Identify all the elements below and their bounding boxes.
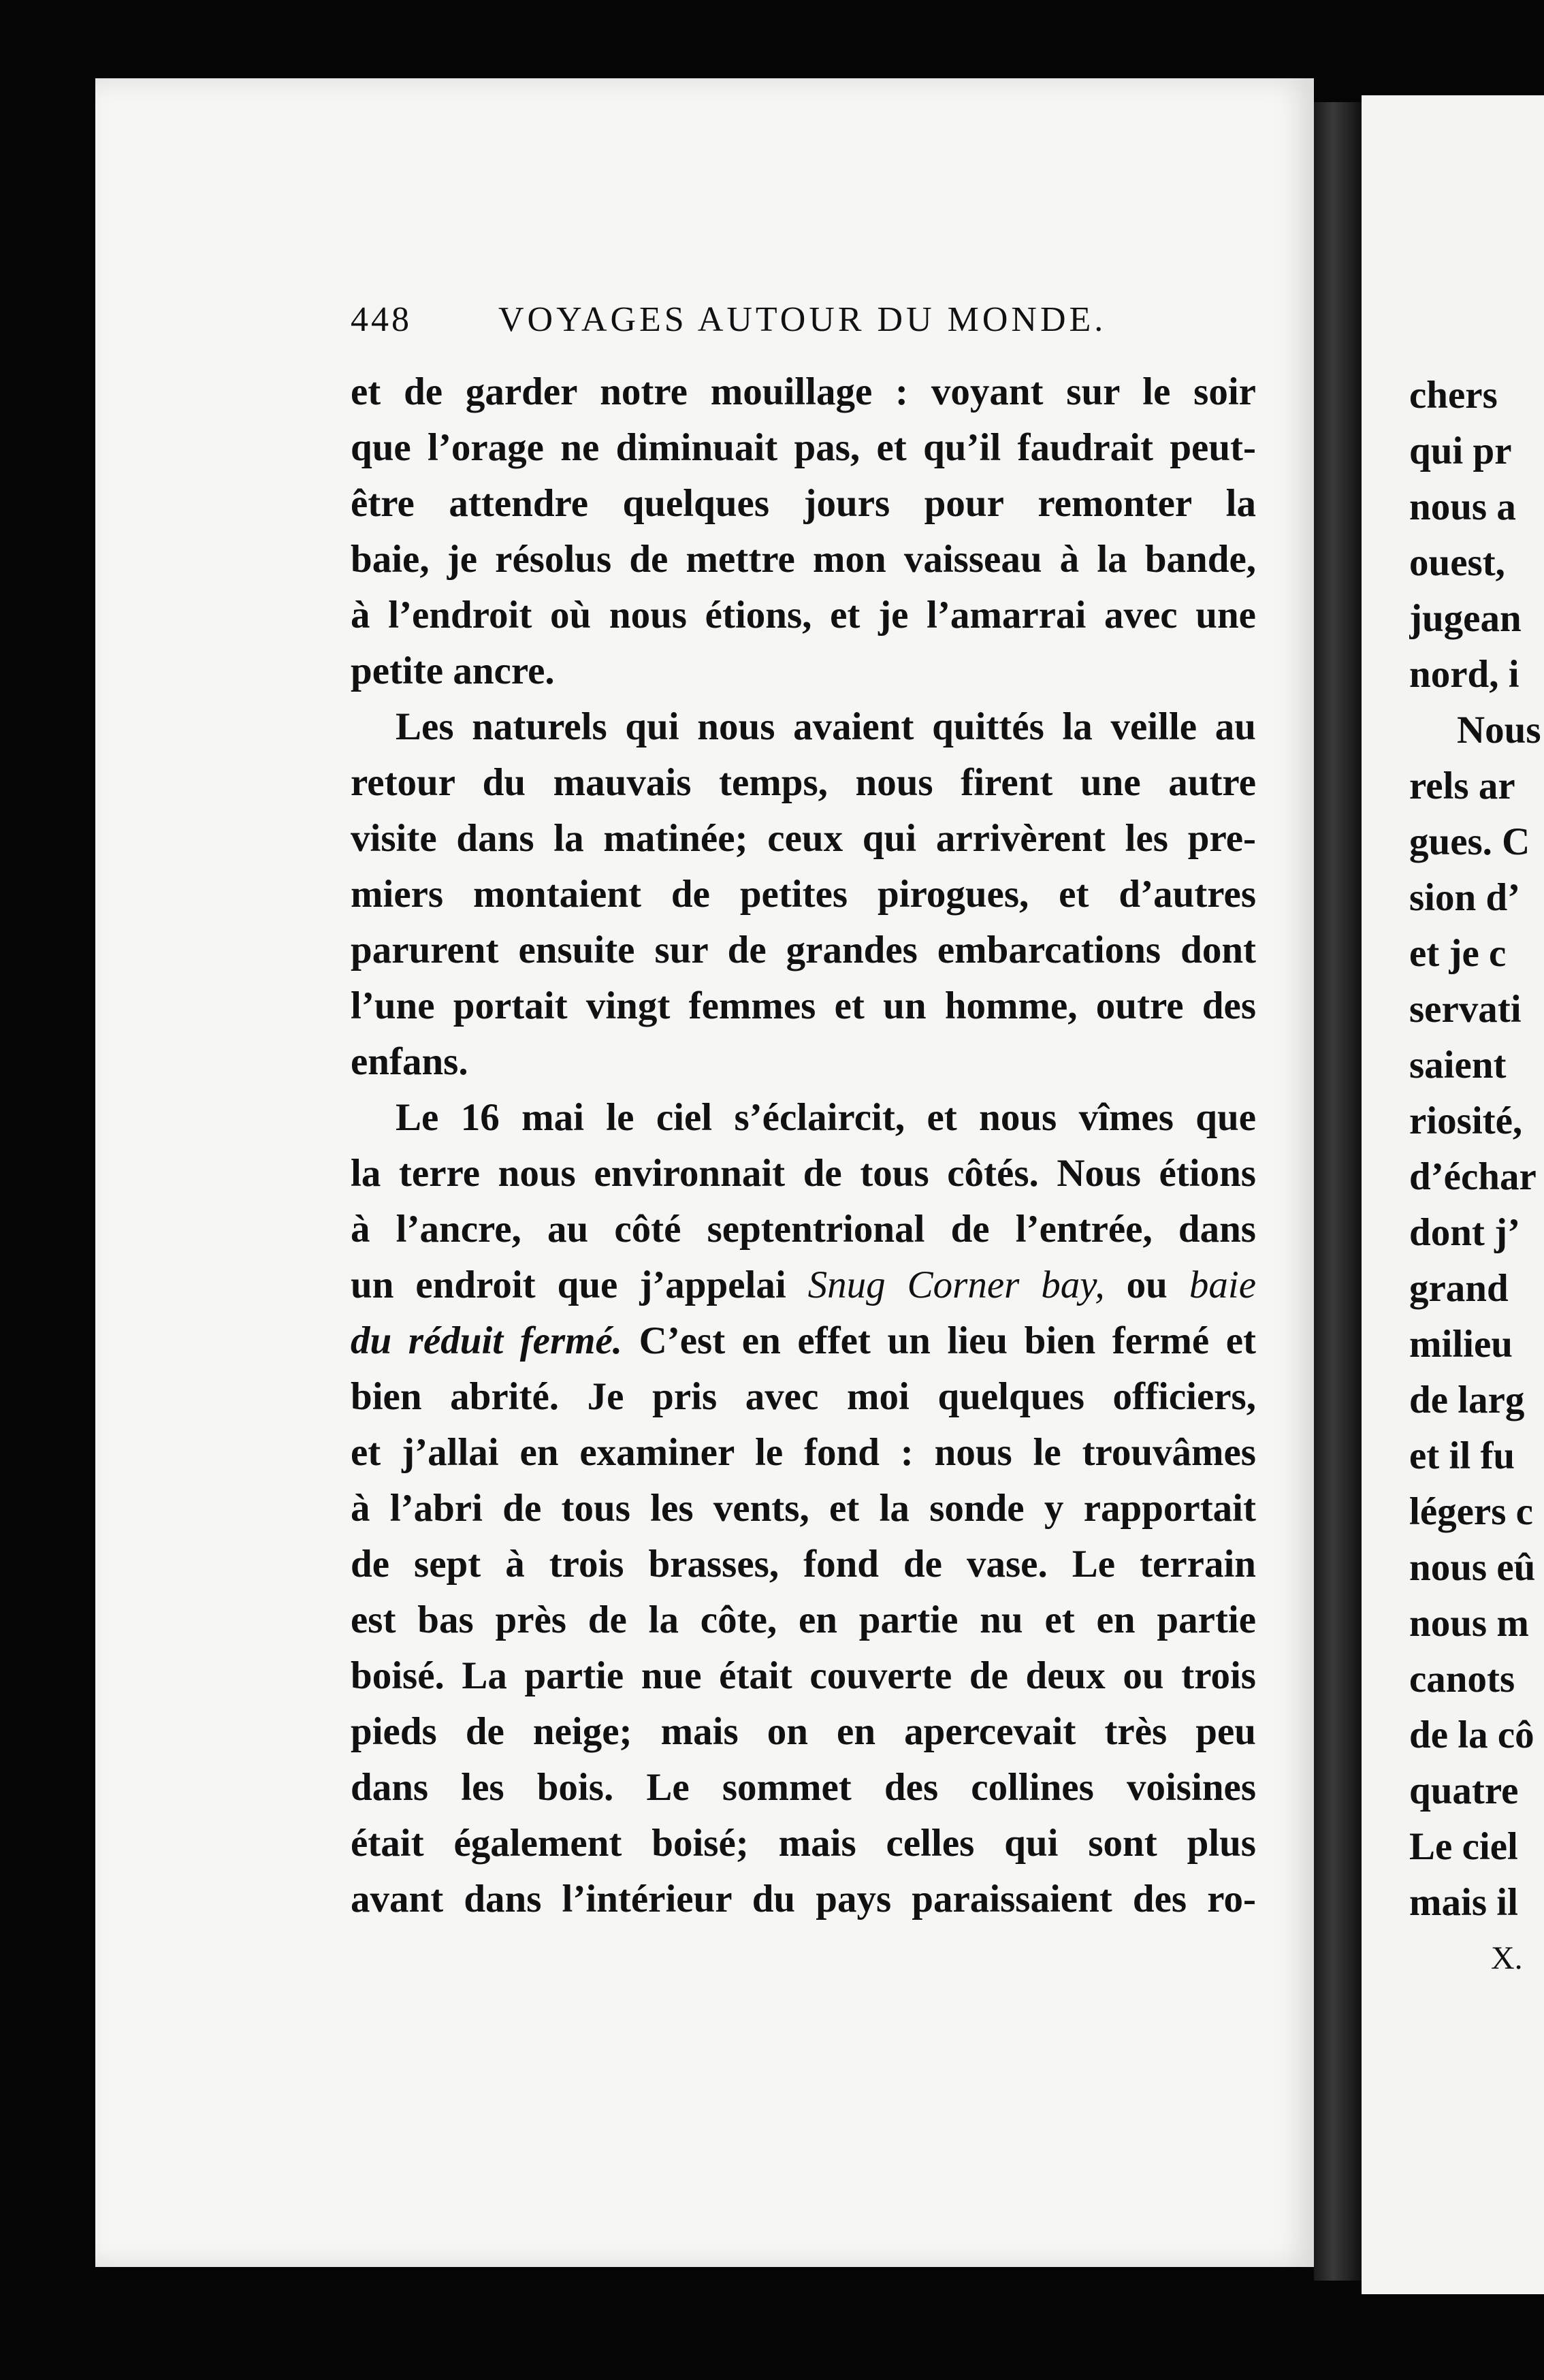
right-text-line: canots — [1409, 1658, 1515, 1701]
text-line: boisé. La partie nue était couverte de deux ou trois — [351, 1654, 1256, 1697]
right-text-line: Le ciel — [1409, 1825, 1518, 1868]
right-text-line: nord, i — [1409, 653, 1519, 696]
right-text-line: servati — [1409, 988, 1522, 1031]
right-text-line: milieu — [1409, 1323, 1513, 1366]
right-page-text — [1409, 368, 1544, 1987]
right-text-line: ouest, — [1409, 541, 1505, 584]
right-text-line: de la cô — [1409, 1714, 1534, 1756]
page-header — [351, 300, 1317, 354]
text-line: petite ancre. — [351, 649, 555, 692]
text-line: à l’ancre, au côté septentrional de l’entrée, dans — [351, 1208, 1256, 1251]
text-line: à l’abri de tous les vents, et la sonde y rapportait — [351, 1487, 1256, 1530]
text-line: un endroit que j’appelai Snug Corner bay, ou baie — [351, 1264, 1256, 1306]
right-text-line: de larg — [1409, 1379, 1525, 1421]
text-line: miers montaient de petites pirogues, et d’autres — [351, 873, 1256, 916]
text-line: bien abrité. Je pris avec moi quelques officiers, — [351, 1375, 1256, 1418]
right-text-line: nous m — [1409, 1602, 1529, 1645]
text-line: à l’endroit où nous étions, et je l’amarrai avec une — [351, 594, 1256, 637]
text-line: pieds de neige; mais on en apercevait très peu — [351, 1710, 1256, 1753]
right-text-line: rels ar — [1409, 765, 1515, 807]
text-line: et de garder notre mouillage : voyant sur le soir — [351, 370, 1256, 413]
right-text-line: gues. C — [1409, 820, 1530, 863]
text-line: l’une portait vingt femmes et un homme, outre des — [351, 984, 1256, 1027]
text-line: baie, je résolus de mettre mon vaisseau à la bande, — [351, 538, 1256, 581]
page-number: 448 — [351, 300, 412, 339]
right-text-line: sion d’ — [1409, 876, 1521, 919]
text-line: avant dans l’intérieur du pays paraissaient des ro- — [351, 1878, 1256, 1920]
right-text-line: grand — [1409, 1267, 1509, 1310]
text-line: que l’orage ne diminuait pas, et qu’il faudrait peut- — [351, 426, 1256, 469]
right-text-line: et je c — [1409, 932, 1507, 975]
text-line: était également boisé; mais celles qui sont plus — [351, 1822, 1256, 1865]
text-line: Les naturels qui nous avaient quittés la veille au — [396, 705, 1256, 748]
right-text-line: mais il — [1409, 1881, 1518, 1924]
text-line: de sept à trois brasses, fond de vase. Le terrain — [351, 1543, 1256, 1586]
text-line: enfans. — [351, 1040, 468, 1083]
text-line: est bas près de la côte, en partie nu et en partie — [351, 1598, 1256, 1641]
text-line: retour du mauvais temps, nous firent une autre — [351, 761, 1256, 804]
running-title: VOYAGES AUTOUR DU MONDE. — [498, 300, 1107, 339]
text-line: et j’allai en examiner le fond : nous le trouvâmes — [351, 1431, 1256, 1474]
text-line: visite dans la matinée; ceux qui arrivèrent les pre- — [351, 817, 1256, 860]
right-text-line: quatre — [1409, 1769, 1519, 1812]
right-text-line: nous a — [1409, 485, 1516, 528]
right-text-line: riosité, — [1409, 1099, 1523, 1142]
signature-mark: X. — [1491, 1940, 1523, 1976]
text-line: du réduit fermé. C’est en effet un lieu bien fermé et — [351, 1319, 1257, 1362]
text-line: Le 16 mai le ciel s’éclaircit, et nous vîmes que — [396, 1096, 1256, 1139]
text-line: parurent ensuite sur de grandes embarcations dont — [351, 929, 1256, 971]
right-text-line: légers c — [1409, 1490, 1533, 1533]
left-page-text — [351, 364, 1256, 1927]
right-text-line: jugean — [1409, 597, 1522, 640]
right-text-line: d’échar — [1409, 1155, 1537, 1198]
right-text-line: chers — [1409, 374, 1498, 417]
text-line: dans les bois. Le sommet des collines voisines — [351, 1766, 1256, 1809]
right-text-line: Nous — [1457, 709, 1541, 752]
text-line: la terre nous environnait de tous côtés. Nous étions — [351, 1152, 1256, 1195]
text-line: être attendre quelques jours pour remonter la — [351, 482, 1256, 525]
right-text-line: saient — [1409, 1044, 1507, 1087]
right-text-line: nous eû — [1409, 1546, 1536, 1589]
right-text-line: dont j’ — [1409, 1211, 1521, 1254]
right-text-line: et il fu — [1409, 1434, 1515, 1477]
book-gutter — [1314, 102, 1362, 2281]
right-text-line: qui pr — [1409, 430, 1512, 472]
